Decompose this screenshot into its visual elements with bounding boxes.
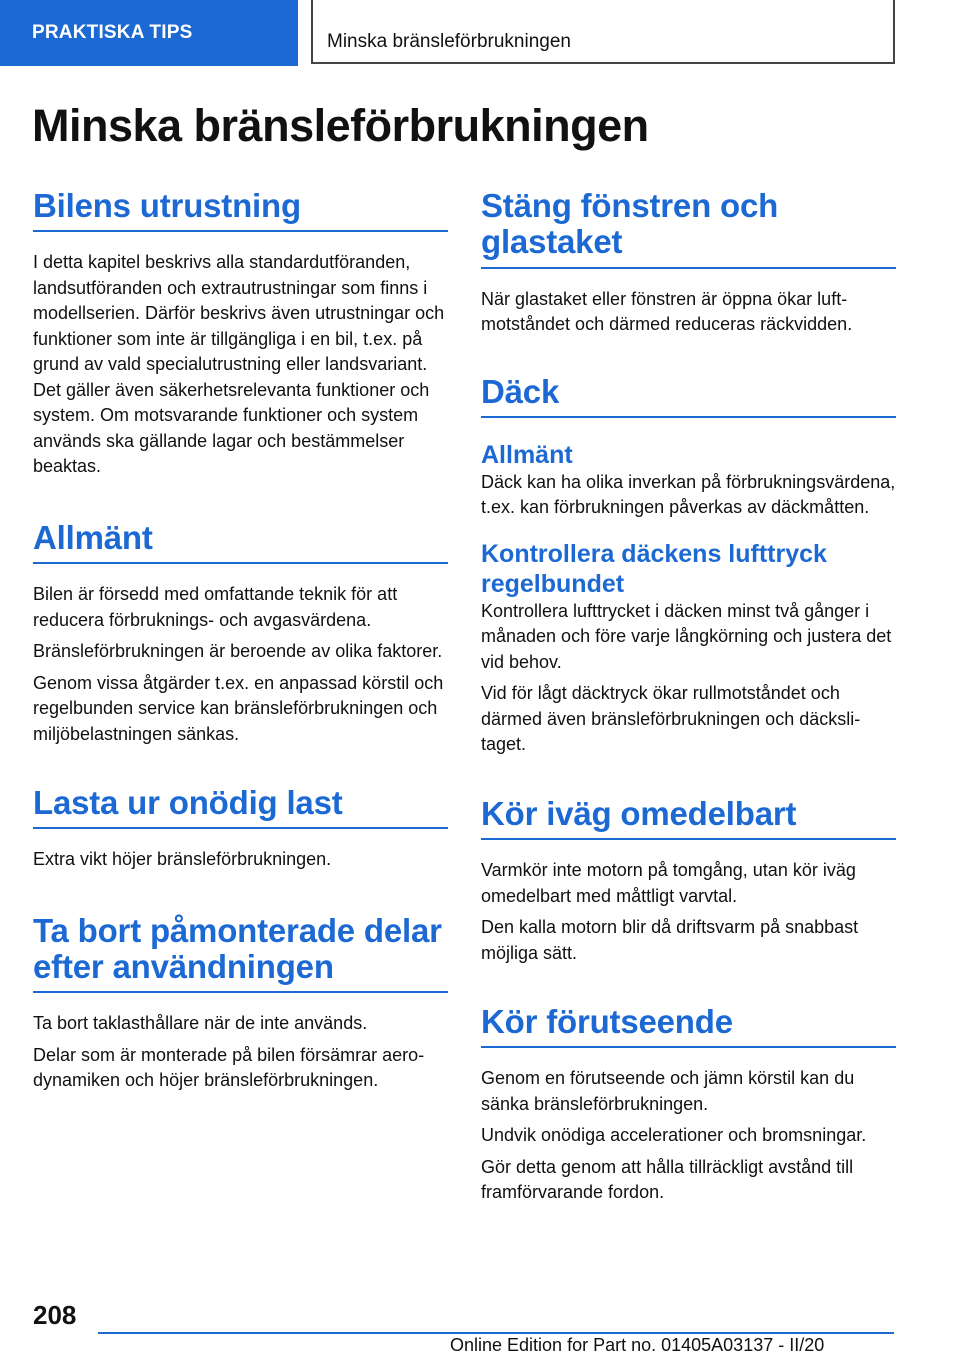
heading-kor-forutseende: Kör förutseende bbox=[481, 1004, 896, 1048]
heading-allmant: Allmänt bbox=[33, 520, 448, 564]
paragraph: Vid för lågt däcktryck ökar rullmotståndet och därmed även bränsleförbrukningen och däckslitaget. bbox=[481, 683, 861, 755]
paragraph: I detta kapitel beskrivs alla standardutföranden, landsutföranden och extrautrustningar som finns i modellserien. Därför beskrivs även utrustningar och funktioner som inte är tillgängliga i en bil, t.ex. på grund av vald specialutrustning eller landsvariant. Det gäller även säkerhetsrelevanta funktioner och system. Om motsvarande funktioner och system används ska gällande lagar och bestämmelser beaktas. bbox=[33, 252, 445, 477]
heading-ta-bort: Ta bort påmonterade delar efter användningen bbox=[33, 913, 448, 994]
paragraph: Gör detta genom att hålla tillräckligt avstånd till framförvarande fordon. bbox=[481, 1156, 854, 1203]
page-number: 208 bbox=[33, 1300, 77, 1330]
paragraph: Bränsleförbrukningen är beroende av olika faktorer. bbox=[33, 641, 443, 662]
heading-lasta-ur: Lasta ur onödig last bbox=[33, 785, 448, 829]
chapter-tab bbox=[311, 0, 895, 64]
paragraph: Bilen är försedd med omfattande teknik för att reducera förbruknings- och avgasvärdena. bbox=[33, 584, 398, 630]
section-tab: PRAKTISKA TIPS bbox=[0, 0, 298, 66]
subheading-kontrollera: Kontrollera däckens lufttryck regelbundet bbox=[481, 539, 827, 598]
paragraph: Genom en förutseende och jämn körstil kan du sänka bränsleförbrukningen. bbox=[481, 1068, 855, 1114]
paragraph: Undvik onödiga accelerationer och bromsningar. bbox=[481, 1125, 867, 1146]
subheading-allmant: Allmänt bbox=[481, 440, 573, 469]
paragraph: När glastaket eller fönstren är öppna ökar luftmotståndet och därmed reduceras räckvidden. bbox=[481, 288, 853, 335]
paragraph: Kontrollera lufttrycket i däcken minst två gånger i månaden och före varje långkörning och justera det vid behov. bbox=[481, 600, 892, 672]
heading-stang-fonstren: Stäng fönstren och glastaket bbox=[481, 188, 896, 269]
edition-note: Online Edition for Part no. 01405A03137 - II/20 bbox=[450, 1335, 825, 1355]
paragraph: Den kalla motorn blir då driftsvarm på snabbast möjliga sätt. bbox=[481, 917, 859, 963]
paragraph: Varmkör inte motorn på tomgång, utan kör iväg omedelbart med måttligt varvtal. bbox=[481, 860, 856, 906]
heading-kor-ivag: Kör iväg omedelbart bbox=[481, 796, 896, 840]
paragraph: Ta bort taklasthållare när de inte används. bbox=[33, 1013, 368, 1034]
paragraph: Däck kan ha olika inverkan på förbrukningsvärdena, t.ex. kan förbrukningen påverkas av däckmåtten. bbox=[481, 471, 896, 518]
right-column bbox=[481, 188, 896, 1212]
heading-bilens-utrustning: Bilens utrustning bbox=[33, 188, 448, 232]
chapter-label: Minska bränsleförbrukningen bbox=[327, 31, 571, 52]
left-column bbox=[33, 188, 448, 1100]
paragraph: Genom vissa åtgärder t.ex. en anpassad körstil och regelbunden service kan bränsleförbrukningen och miljöbelastningen sänkas. bbox=[33, 672, 444, 744]
heading-dack: Däck bbox=[481, 374, 896, 418]
footer-divider bbox=[98, 1332, 894, 1334]
page-header bbox=[0, 0, 960, 66]
paragraph: Extra vikt höjer bränsleförbrukningen. bbox=[33, 849, 332, 870]
paragraph: Delar som är monterade på bilen försämrar aerodynamiken och höjer bränsleförbrukningen. bbox=[33, 1044, 425, 1091]
page-title: Minska bränsleförbrukningen bbox=[32, 100, 649, 151]
